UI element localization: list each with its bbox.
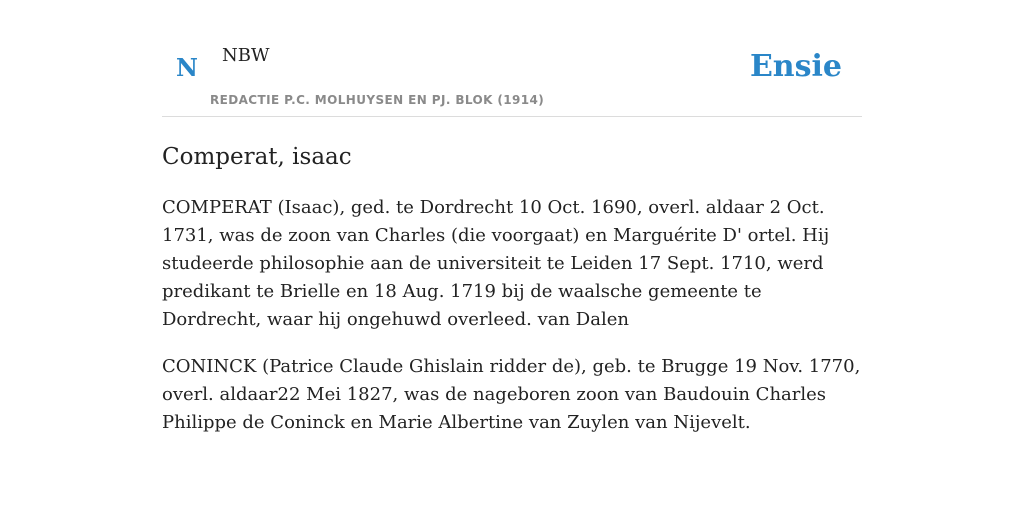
source-logo[interactable]: N — [176, 53, 198, 82]
source-credit: REDACTIE P.C. MOLHUYSEN EN PJ. BLOK (1914) — [210, 93, 545, 107]
header — [162, 0, 862, 117]
entry-paragraph: COMPERAT (Isaac), ged. te Dordrecht 10 Oct. 1690, overl. aldaar 2 Oct. 1731, was de zoon van Charles (die voorgaat) en Marguérite D' ortel. Hij studeerde philosophie aan de universiteit te Leiden 17 Sept. 1710, werd predikant te Brielle en 18 Aug. 1719 bij de waalsche gemeente te Dordrecht, waar hij ongehuwd overleed. van Dalen — [162, 197, 830, 330]
brand-logo[interactable]: Ensie — [749, 49, 842, 84]
page-title: Comperat, isaac — [162, 144, 352, 170]
entry-paragraph: CONINCK (Patrice Claude Ghislain ridder de), geb. te Brugge 19 Nov. 1770, overl. aldaar22 Mei 1827, was de nageboren zoon van Baudouin Charles Philippe de Coninck en Marie Albertine van Zuylen van Nijevelt. — [162, 356, 861, 433]
source-name[interactable]: NBW — [222, 45, 270, 66]
page — [162, 0, 862, 437]
